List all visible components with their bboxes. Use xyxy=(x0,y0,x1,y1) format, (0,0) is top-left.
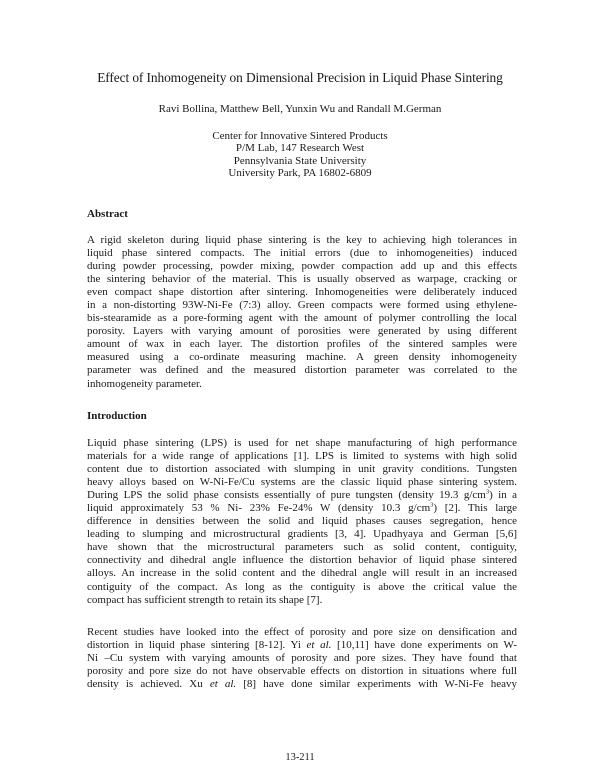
superscript: 3 xyxy=(485,488,490,496)
abstract-line: liquid phase sintered compacts. The initial errors (due to inhomogeneities) induced xyxy=(87,247,517,260)
abstract-line: inhomogeneity parameter. xyxy=(87,377,202,390)
intro-line: Liquid phase sintering (LPS) is used for net shape manufacturing of high performance xyxy=(87,437,517,449)
abstract-paragraph xyxy=(87,234,517,391)
italic-citation: et al. xyxy=(306,639,332,652)
intro-line: contiguity of the compact. As long as the contiguity is above the critical value the xyxy=(87,580,517,593)
intro-line xyxy=(87,502,517,515)
superscript: 3 xyxy=(430,501,434,509)
abstract-line: measured using a co-ordinate measuring machine. A green density inhomogeneity xyxy=(87,351,517,364)
intro-line-part: During LPS the solid phase consists essentially of pure tungsten (density 19.3 g/cm xyxy=(87,489,486,502)
abstract-heading: Abstract xyxy=(87,208,128,220)
intro-line: leading to slumping and microstructural gradients [3, 4]. Upadhyaya and German [5,6] xyxy=(87,528,517,541)
abstract-line: A rigid skeleton during liquid phase sintering is the key to achieving high tolerances in xyxy=(87,234,517,246)
intro-line: alloys. An increase in the solid content and the dihedral angle will result in an increased xyxy=(87,567,517,580)
affiliation-line: P/M Lab, 147 Research West xyxy=(235,142,365,155)
intro-paragraph-2 xyxy=(87,626,517,691)
intro-line-part: liquid approximately 53 % Ni- 23% Fe-24% W (density 10.3 g/cm xyxy=(87,502,431,515)
intro-line: have shown that the microstructural parameters such as solid content, contiguity, xyxy=(87,541,517,554)
paper-title: Effect of Inhomogeneity on Dimensional Precision in Liquid Phase Sintering xyxy=(97,70,503,85)
intro-line-part: [10,11] have done experiments on W- xyxy=(331,639,517,652)
affiliation-line: Center for Innovative Sintered Products xyxy=(212,130,388,142)
intro-line: materials for a wide range of applications [1]. LPS is limited to systems with high solid xyxy=(87,450,517,463)
introduction-heading: Introduction xyxy=(87,410,147,422)
intro-line-part: ) [2]. This large xyxy=(433,502,518,515)
intro-line xyxy=(87,678,517,691)
abstract-line: bis-stearamide as a pore-forming agent with the amount of polymer controlling the local xyxy=(87,312,517,325)
affiliation-block xyxy=(0,130,600,180)
intro-paragraph-1 xyxy=(87,437,517,607)
abstract-line: the sintering behavior of the material. This is usually observed as warpage, cracking or xyxy=(87,273,517,286)
intro-line-part: density is achieved. Xu xyxy=(87,678,210,691)
intro-line: content due to distortion associated with slumping in unit gravity conditions. Tungsten xyxy=(87,463,517,476)
page-number: 13-211 xyxy=(285,752,315,763)
affiliation-line: University Park, PA 16802-6809 xyxy=(228,167,372,180)
abstract-line: in a non-distorting 93W-Ni-Fe (7:3) alloy. Green compacts were formed using ethylene- xyxy=(87,299,517,312)
abstract-line: porosity. Layers with varying amount of porosities were generated by using different xyxy=(87,325,517,338)
intro-line: compact has sufficient strength to retain its shape [7]. xyxy=(87,593,323,606)
abstract-line: during powder processing, powder mixing, powder compaction add up and this effects xyxy=(87,260,517,273)
intro-line: difference in densities between the solid and liquid phases causes segregation, hence xyxy=(87,515,517,528)
intro-line: porosity and pore size do not have observable effects on distortion in situations where full xyxy=(87,665,517,678)
intro-line-part: ) in a xyxy=(489,489,517,502)
intro-line: connectivity and dihedral angle influence the distortion behavior of liquid phase sintered xyxy=(87,554,517,567)
intro-line-part: [8] have done similar experiments with W-Ni-Fe heavy xyxy=(236,678,517,691)
intro-line xyxy=(87,489,517,502)
intro-line xyxy=(87,639,517,652)
intro-line: heavy alloys based on W-Ni-Fe/Cu systems are the classic liquid phase sintering system. xyxy=(87,476,517,489)
intro-line: Ni –Cu system with varying amounts of porosity and pore sizes. They have found that xyxy=(87,652,517,665)
intro-line: Recent studies have looked into the effect of porosity and pore size on densification and xyxy=(87,626,517,638)
italic-citation: et al. xyxy=(209,678,237,691)
affiliation-line: Pennsylvania State University xyxy=(233,154,367,167)
author-list: Ravi Bollina, Matthew Bell, Yunxin Wu and Randall M.German xyxy=(158,103,442,115)
abstract-line: parameter was defined and the measured distortion parameter was correlated to the xyxy=(87,364,517,377)
abstract-line: even compact shape distortion after sintering. Inhomogeneities were deliberately induced xyxy=(87,286,517,299)
intro-line-part: distortion in liquid phase sintering [8-12]. Yi xyxy=(87,639,307,652)
abstract-line: amount of wax in each layer. The distortion profiles of the sintered samples were xyxy=(87,338,517,351)
